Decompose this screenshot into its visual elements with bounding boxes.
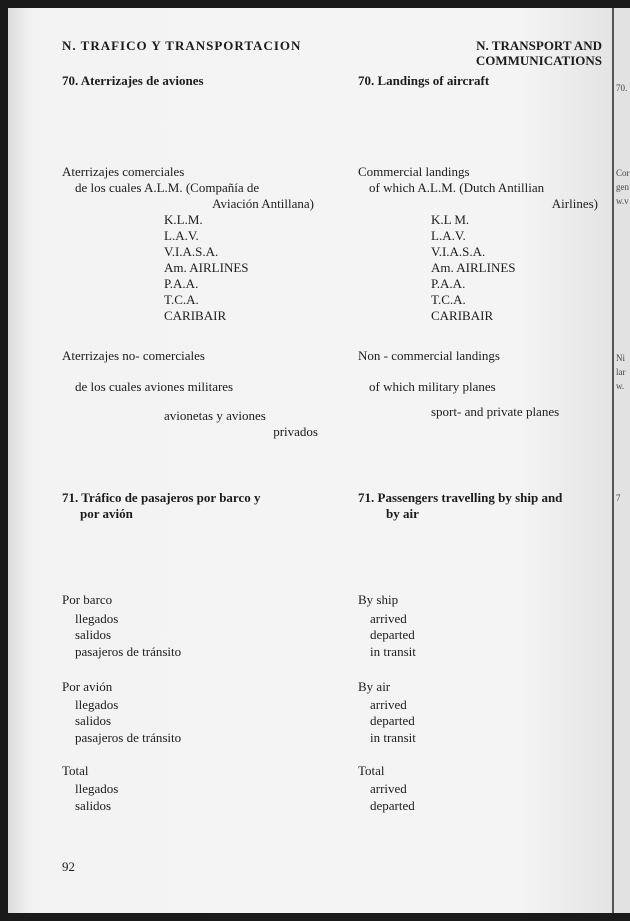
label: salidos — [75, 713, 112, 728]
label: llegados — [75, 781, 119, 796]
label: arrived — [370, 697, 407, 712]
airline: Am. AIRLINES — [431, 260, 516, 275]
label: By air — [358, 679, 391, 694]
section-70-title-es: 70. Aterrizajes de aviones — [62, 73, 204, 88]
label: Airlines) — [551, 196, 598, 211]
label: salidos — [75, 627, 112, 642]
label: Commercial landings — [358, 164, 470, 179]
header-left: N. TRAFICO Y TRANSPORTACION — [62, 38, 302, 53]
airline: V.I.A.S.A. — [164, 244, 219, 259]
fragment: w. — [616, 381, 625, 391]
label: departed — [370, 798, 415, 813]
label: of which military planes — [369, 379, 496, 394]
label: arrived — [370, 781, 407, 796]
section-71-title-es-2: por avión — [80, 506, 133, 521]
airline: L.A.V. — [164, 228, 199, 243]
fragment: 7 — [616, 493, 621, 503]
label: sport- and private planes — [431, 404, 560, 419]
label: Aterrizajes comerciales — [62, 164, 185, 179]
airline: L.A.V. — [431, 228, 466, 243]
adjacent-page-edge — [612, 8, 630, 913]
fragment: Ni — [616, 353, 625, 363]
fragment: Cor — [616, 168, 630, 178]
label: arrived — [370, 611, 407, 626]
label: privados — [273, 424, 318, 439]
airline: K.L M. — [431, 212, 470, 227]
label: avionetas y aviones — [164, 408, 266, 423]
label: By ship — [358, 592, 399, 607]
header-right-2: COMMUNICATIONS — [475, 53, 602, 68]
label: Aterrizajes no- comerciales — [62, 348, 205, 363]
section-71-title-en: 71. Passengers travelling by ship and — [358, 490, 563, 505]
airline: Am. AIRLINES — [164, 260, 249, 275]
label: Por avión — [62, 679, 113, 694]
label: Por barco — [62, 592, 113, 607]
label: Total — [358, 763, 385, 778]
label: llegados — [75, 697, 119, 712]
airline: P.A.A. — [431, 276, 466, 291]
airline: T.C.A. — [431, 292, 466, 307]
label: llegados — [75, 611, 119, 626]
header-right-1: N. TRANSPORT AND — [476, 38, 602, 53]
section-70-title-en: 70. Landings of aircraft — [358, 73, 490, 88]
section-71-title-es: 71. Tráfico de pasajeros por barco y — [62, 490, 261, 505]
label: of which A.L.M. (Dutch Antillian — [369, 180, 545, 195]
fragment: 70. — [616, 83, 628, 93]
fragment: lar — [616, 367, 626, 377]
label: de los cuales A.L.M. (Compañía de — [75, 180, 260, 195]
airline: CARIBAIR — [164, 308, 227, 323]
label: Non - commercial landings — [358, 348, 500, 363]
label: pasajeros de tránsito — [75, 730, 182, 745]
airline: V.I.A.S.A. — [431, 244, 486, 259]
fragment: gen — [616, 182, 629, 192]
page-number: 92 — [62, 859, 75, 874]
airline: P.A.A. — [164, 276, 199, 291]
airline: CARIBAIR — [431, 308, 494, 323]
document-page — [8, 8, 612, 913]
fragment: w.v — [616, 196, 629, 206]
label: in transit — [370, 644, 416, 659]
section-71-title-en-2: by air — [386, 506, 419, 521]
label: de los cuales aviones militares — [75, 379, 234, 394]
airline: T.C.A. — [164, 292, 199, 307]
label: Aviación Antillana) — [212, 196, 314, 211]
label: pasajeros de tránsito — [75, 644, 182, 659]
label: departed — [370, 713, 415, 728]
label: in transit — [370, 730, 416, 745]
label: departed — [370, 627, 415, 642]
airline: K.L.M. — [164, 212, 203, 227]
label: salidos — [75, 798, 112, 813]
label: Total — [62, 763, 89, 778]
